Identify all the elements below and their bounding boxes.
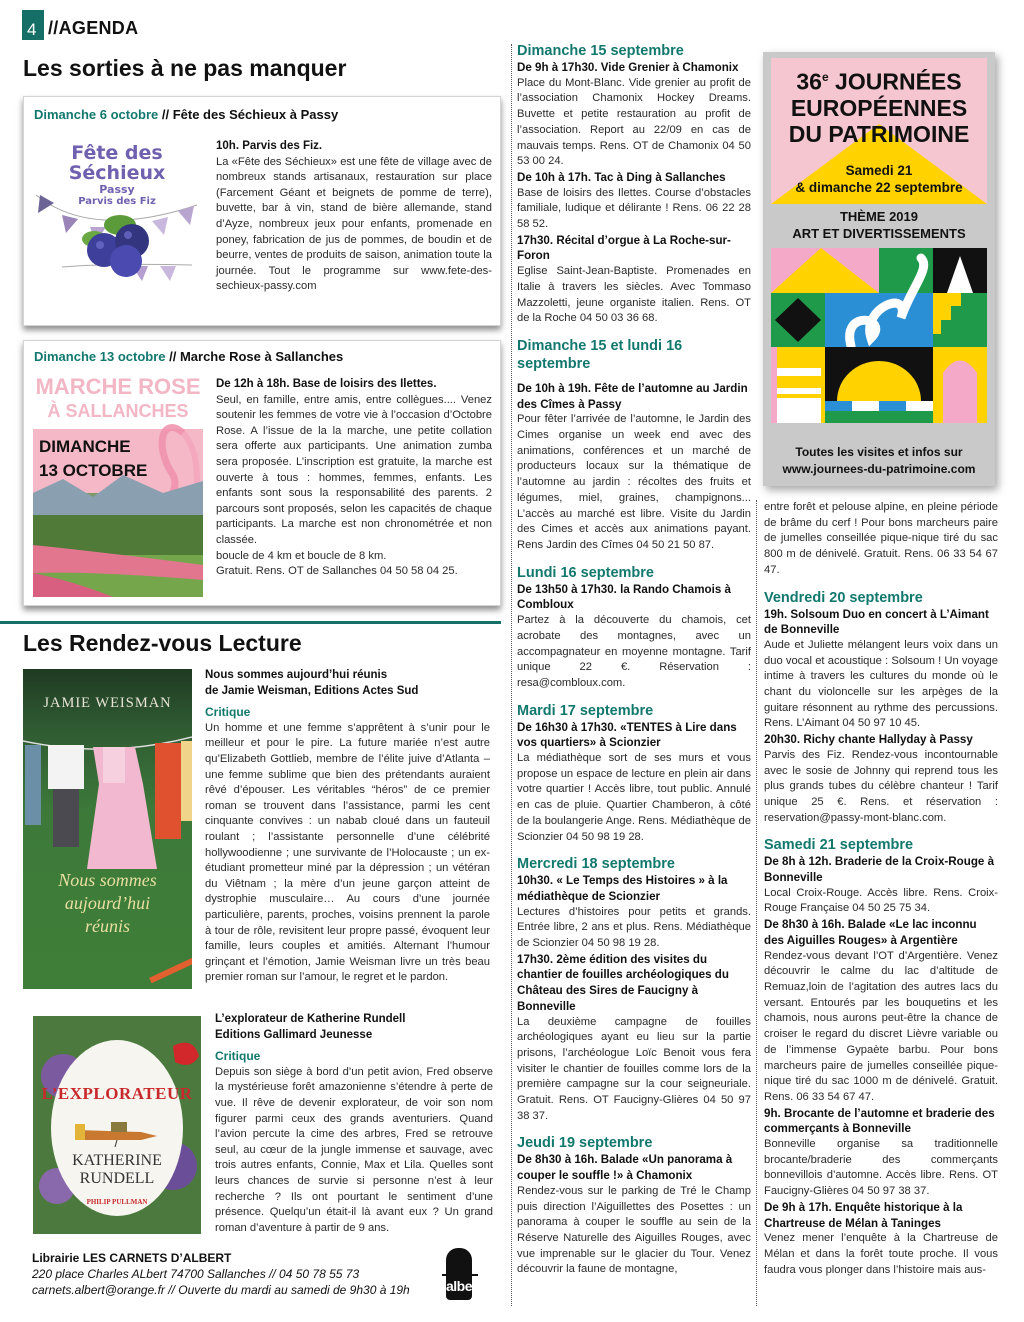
agenda-event-body: Lectures d’histoires pour petits et grands. Entrée libre, 2 ans et plus. Rens. Médiathèque de Scionzier 04 50 98 19 28. — [517, 905, 751, 950]
poster-title-line1: MARCHE ROSE — [35, 375, 201, 399]
agenda-event-title: De 8h30 à 16h. Balade «Le lac inconnu des Aiguilles Rouges» à Argentière — [764, 918, 977, 947]
continued-text: entre forêt et pelouse alpine, en pleine période de brâme du cerf ! Pour bons marcheurs paire de jumelles conseillée pique-nique tiré du sac 800 m de dénivelé. Gratuit. Rens. 06 33 54 67 47. — [764, 501, 998, 576]
event-extra: boucle de 4 km et boucle de 8 km. — [216, 549, 387, 562]
marche-rose-poster-image — [33, 375, 203, 597]
poster-title-line2: À SALLANCHES — [47, 401, 189, 421]
heading-separator: // — [165, 349, 180, 364]
column-divider — [756, 500, 757, 1306]
agenda-event-title: De 10h à 19h. Fête de l’automne au Jardin des Cîmes à Passy — [517, 381, 748, 411]
agenda-event-title: 17h30. Récital d’orgue à La Roche-sur-Foron — [517, 233, 731, 263]
poster-place: Passy — [99, 183, 135, 196]
agenda-day-heading: Jeudi 19 septembre — [517, 1135, 653, 1152]
event-name: Fête des Séchieux à Passy — [172, 107, 339, 122]
bookstore-info — [32, 1250, 410, 1298]
agenda-event-body: La deuxième campagne de fouilles archéologiques ayant eu lieu sur la partie prisons, l’archéologue Loïc Benoit vous fera visiter le chantier de fouilles comme lors de la première campagne sur la cour seigneuriale. Gratuit. Rens. OT Faucigny-Glières 04 50 97 38 37. — [517, 1015, 751, 1122]
agenda-day-heading: Mardi 17 septembre — [517, 702, 654, 719]
poster-banner-line2: 13 OCTOBRE — [39, 461, 148, 480]
event-name: Marche Rose à Sallanches — [179, 349, 344, 364]
poster-title-line2: Séchieux — [68, 162, 166, 184]
agenda-event-title: De 13h50 à 17h30. la Rando Chamois à Combloux — [517, 582, 731, 612]
agenda-event-title: De 10h à 17h. Tac à Ding à Sallanches — [517, 170, 726, 184]
agenda-event-title: De 16h30 à 17h30. «TENTES à Lire dans vos quartiers» à Scionzier — [517, 720, 737, 750]
spacer — [517, 554, 751, 564]
book-publisher: Editions Gallimard Jeunesse — [215, 1028, 373, 1041]
poster-footer-line1: Toutes les visites et infos sur — [795, 445, 963, 459]
cover-author-line2: RUNDELL — [79, 1170, 155, 1187]
poster-theme-line2: ART ET DIVERTISSEMENTS — [792, 226, 966, 241]
event-body: La «Fête des Séchieux» est une fête de village avec de nombreux stands artisanaux, restauration sur place (Farcement Géant et beignets de pomme de terre), buvette, bar à vin, stand de bière allemande, stand d’Ayze, nombreux jeux pour enfants, promenade en poney, fabrication de jus de pommes, de boudin et de beurre, ventes de produits de saison, animation toute la journée. Tout le programme sur www.fete-des-sechieux-passy.com — [216, 155, 492, 293]
book-cover-nous-sommes — [23, 669, 192, 989]
poster-number: 36 — [796, 68, 822, 95]
event-date: Dimanche 13 octobre — [34, 349, 166, 364]
poster-title-line3: DU PATRIMOINE — [788, 120, 970, 147]
spacer — [517, 327, 751, 337]
agenda-event-body: Local Croix-Rouge. Accès libre. Rens. Croix-Rouge Française 04 50 25 75 34. — [764, 886, 998, 915]
agenda-event-body: Rendez-vous devant l’OT d’Argentière. Venez découvrir le calme du lac d’altitude de Remuaz,loin de l’agitation des autres lacs du versant. Entourés par les bouquetins et les chamois, nous aurons peut-être la chance de croiser le regard du discret Lièvre variable ou de l’immense Gypaète barbu. Pour bons marcheurs paire de jumelles conseillée pique-nique tiré du sac 1000 m de dénivelé. Gratuit. Rens. 06 33 54 67 47. — [764, 949, 998, 1103]
agenda-event-body: Rendez-vous sur le parking de Tré le Champ puis direction l’Aiguillettes des Posettes : un panorama à couper le souffle au sein de la Réserve Naturelle des Aiguilles Rouges, avec vue imprenable sur le glacier du Tour. Venez découvrir la faune de montagne, — [517, 1184, 751, 1276]
cover-title: L’EXPLORATEUR — [41, 1084, 193, 1103]
bookstore-contact: carnets.albert@orange.fr // Ouverte du mardi au samedi de 9h30 à 19h — [32, 1283, 410, 1297]
agenda-day-heading: Vendredi 20 septembre — [764, 589, 923, 606]
poster-dates-line2: & dimanche 22 septembre — [795, 180, 963, 195]
spacer — [517, 373, 751, 381]
agenda-event-body: Place du Mont-Blanc. Vide grenier au profit de l’association Chamonix Hockey Dreams. Buvette et petite restauration au profit de l’association. Report au 22/09 en cas de mauvais temps. Rens. OT de Chamonix 04 50 53 00 24. — [517, 76, 751, 168]
agenda-event-title: 17h30. 2ème édition des visites du chantier de fouilles archéologiques du Château des Sires de Faucigny à Bonneville — [517, 952, 729, 1013]
column-divider — [511, 44, 512, 1306]
agenda-event-body: Aude et Juliette mélangent leurs voix dans un duo vocal et acoustique : Solsoum ! Un voyage intime à travers les cultures du monde où le chant du violoncelle sur les arpèges de la guitare résonnent au rythme des percussions. Rens. L’Aimant 04 50 97 10 45. — [764, 638, 998, 730]
event-box-sechieux — [23, 96, 501, 326]
book-review-2 — [215, 1012, 493, 1236]
agenda-event-body: Venez mener l’enquête à la Chartreuse de Mélan et dans la forêt toute proche. Il vous faudra vous plonger dans l’histoire mais aus- — [764, 1232, 998, 1276]
book-title: L’explorateur de Katherine Rundell — [215, 1013, 406, 1025]
poster-footer-url: www.journees-du-patrimoine.com — [782, 462, 976, 476]
agenda-day-heading: Dimanche 15 septembre — [517, 43, 684, 59]
event-lead: 10h. Parvis des Fiz. — [216, 140, 323, 152]
agenda-event-title: 9h. Brocante de l’automne et braderie des commerçants à Bonneville — [764, 1106, 995, 1136]
event-body: Seul, en famille, entre amis, entre collègues.... Venez soutenir les femmes de votre vie à l’occasion d’Octobre Rose. A l’issue de la la marche, une petite collation sera offerte aux participants. Une animation zumba sera proposée. L’inscription est gratuite, la marche est ouverte à tous : hommes, femmes, enfants. Les enfants sont sous la responsabilité des parents. 2 parcours sont proposés, selon les capacités de chaque participants. La marche est non chronométrée et non classée. — [216, 393, 492, 546]
agenda-day-heading: Lundi 16 septembre — [517, 564, 654, 581]
bookstore-logo — [440, 1248, 490, 1300]
book-review-text: Depuis son siège à bord d’un petit avion, Fred observe la mystérieuse forêt amazonienne s’étendre à perte de vue. Il rêve de devenir explorateur, de voir son nom figurer parmi ceux des grands aventuriers. Quand l’avion percute la cime des arbres, Fred se retrouve seul, au cœur de la jungle immense et sauvage, avec trois autres enfants, Connie, Max et Lila. Quelles sont leurs chances de survie si personne n’est à leur recherche ? Ils ont pourtant le sentiment d’une présence. Quelqu’un était-il là avant eux ? Un grand roman d’aventure à partir de 9 ans. — [215, 1065, 493, 1234]
spacer — [764, 579, 998, 589]
agenda-event-body: Base de loisirs des Ilettes. Course d’obstacles familiale, ludique et délirante ! Rens. 06 22 28 58 52. — [517, 186, 751, 231]
logo-text: albert — [446, 1278, 482, 1294]
agenda-column-1 — [517, 42, 751, 1278]
poster-title-rest: JOURNÉES — [828, 68, 962, 95]
lecture-title: Les Rendez-vous Lecture — [23, 630, 302, 656]
spacer — [517, 845, 751, 855]
event-heading — [34, 107, 338, 122]
agenda-event-body: Pour fêter l’arrivée de l’automne, le Jardin des Cimes organise un week end avec des animations, conférences et un marché de producteurs locaux sur la thématique de l’automne au jardin : récoltes des fruits et légumes, miel, graines, champignons... L’accès au marché est libre. Visite du Jardin des Cimes et accès aux animations payant. Rens Jardin des Cîmes 04 50 21 50 87. — [517, 413, 751, 551]
agenda-event-body: Partez à la découverte du chamois, cet acrobate des montagnes, avec un accompagnateur en moyenne montagne. Tarif unique 22 €. Réservation : resa@combloux.com. — [517, 614, 751, 689]
critique-label: Critique — [215, 1049, 261, 1064]
cover-quote-author: PHILIP PULLMAN — [86, 1198, 148, 1206]
event-lead: De 12h à 18h. Base de loisirs des Ilettes. — [216, 378, 437, 390]
spacer — [764, 826, 998, 836]
book-review-1 — [205, 668, 490, 986]
poster-title-line1: Fête des — [71, 142, 163, 164]
cover-title-line2: aujourd’hui — [64, 893, 151, 913]
agenda-event-body: Parvis des Fiz. Rendez-vous incontournable avec le sosie de Johnny qui reprend tous les plus grands tubes du célèbre chanteur ! Tarif unique 25 €. Rens. et réservation : reservation@passy-mont-blanc.com. — [764, 748, 998, 824]
poster-title-line2: EUROPÉENNES — [790, 94, 968, 121]
book-review-text: Un homme et une femme s’apprêtent à s’unir pour le meilleur et pour le pire. La future mariée n’est autre qu’Elizabeth Gottlieb, membre de l’élite juive d’Atlanta – une femme sublime que bien des prétendants auraient rêvé d’épouser. Les véritables “héros” de ce premier roman se trouvent dans l’assistance, parmi les cent cinquante convives : un nabab cloué dans un fauteuil roulant ; l’assistante personnelle d’une célébrité hollywoodienne ; une survivante de l’Holocauste ; un ex-étudiant prometteur miné par la dépression ; un vétéran du Viêtnam ; la mère d’un jeune garçon atteint de dystrophie musculaire… Au cours d’une journée particulière, parents, proches, voisins prennent la parole à tour de rôle, revisitent leur propre passé, évoquent leur famille, leurs couples et amitiés. Alternant l’humour grinçant et l’émotion, Jamie Weisman livre un très beau premier roman sur l’amour, le regret et le pardon. — [205, 721, 490, 984]
bookstore-name: LES CARNETS D’ALBERT — [82, 1251, 232, 1265]
agenda-event-body: Bonneville organise sa traditionnelle brocante/braderie des commerçants bonnevillois d’automne. Accès libre. Rens. OT Faucigny-Glières 04 50 97 38 37. — [764, 1138, 998, 1198]
agenda-column-2 — [764, 500, 998, 1278]
sechieux-poster-image — [32, 135, 202, 285]
cover-title-line1: Nous sommes — [58, 870, 157, 890]
event-contact: Gratuit. Rens. OT de Sallanches 04 50 58 04 25. — [216, 565, 458, 578]
poster-ordinal: e — [821, 70, 829, 84]
page-number: 4 — [22, 10, 44, 40]
agenda-event-title: De 8h à 12h. Braderie de la Croix-Rouge à Bonneville — [764, 855, 995, 885]
section-divider — [0, 621, 501, 624]
cover-title-line3: réunis — [85, 916, 130, 936]
book-author-publisher: de Jamie Weisman, Editions Actes Sud — [205, 684, 419, 697]
event-box-marche-rose — [23, 340, 501, 606]
bookstore-address: 220 place Charles ALbert 74700 Sallanches // 04 50 78 55 73 — [32, 1267, 360, 1281]
poster-dates-line1: Samedi 21 — [845, 163, 913, 178]
agenda-event-title: De 8h30 à 16h. Balade «Un panorama à couper le souffle !» à Chamonix — [517, 1153, 733, 1183]
event-date: Dimanche 6 octobre — [34, 107, 159, 122]
agenda-event-title: 20h30. Richy chante Hallyday à Passy — [764, 733, 973, 747]
section-label: //AGENDA — [48, 18, 139, 38]
cover-author: JAMIE WEISMAN — [43, 695, 172, 711]
agenda-event-title: 19h. Solsoum Duo en concert à L’Aimant de Bonneville — [764, 607, 989, 637]
poster-artwork — [771, 248, 987, 443]
event-description — [216, 377, 492, 580]
poster-theme-line1: THÈME 2019 — [839, 209, 919, 224]
agenda-day-heading: Dimanche 15 et lundi 16 septembre — [517, 337, 683, 372]
poster-header — [771, 58, 987, 204]
bookstore-prefix: Librairie — [32, 1251, 83, 1265]
agenda-event-title: De 9h à 17h. Enquête historique à la Chartreuse de Mélan à Taninges — [764, 1200, 963, 1230]
heading-separator: // — [158, 107, 173, 122]
agenda-event-title: De 9h à 17h30. Vide Grenier à Chamonix — [517, 61, 739, 74]
event-heading — [34, 349, 343, 364]
agenda-day-heading: Samedi 21 septembre — [764, 837, 914, 854]
poster-venue: Parvis des Fiz — [78, 196, 156, 207]
agenda-event-body: La médiathèque sort de ses murs et vous propose un espace de lecture en plein air dans votre quartier ! Accès libre, tout public. Annulé en cas de pluie. Quartier Chamberon, à côté de la boulangerie Ange. Rens. Médiathèque de Scionzier 04 50 98 19 28. — [517, 752, 751, 843]
book-cover-explorateur — [33, 1016, 201, 1234]
book-title: Nous sommes aujourd’hui réunis — [205, 669, 388, 681]
spacer — [517, 1124, 751, 1134]
sorties-title: Les sorties à ne pas manquer — [23, 55, 347, 81]
agenda-event-title: 10h30. « Le Temps des Histoires » à la médiathèque de Scionzier — [517, 874, 728, 903]
agenda-event-body: Eglise Saint-Jean-Baptiste. Promenades en Italie à travers les siècles. Avec Tommaso Mazzoletti, jeune organiste italien. Rens. OT de la Roche 04 50 03 36 68. — [517, 265, 751, 325]
spacer — [517, 692, 751, 702]
poster-banner-line1: DIMANCHE — [39, 437, 131, 456]
agenda-day-heading: Mercredi 18 septembre — [517, 856, 675, 873]
patrimoine-poster — [763, 52, 995, 486]
event-description — [216, 139, 492, 295]
cover-author-line1: KATHERINE — [72, 1152, 162, 1169]
critique-label: Critique — [205, 705, 251, 720]
